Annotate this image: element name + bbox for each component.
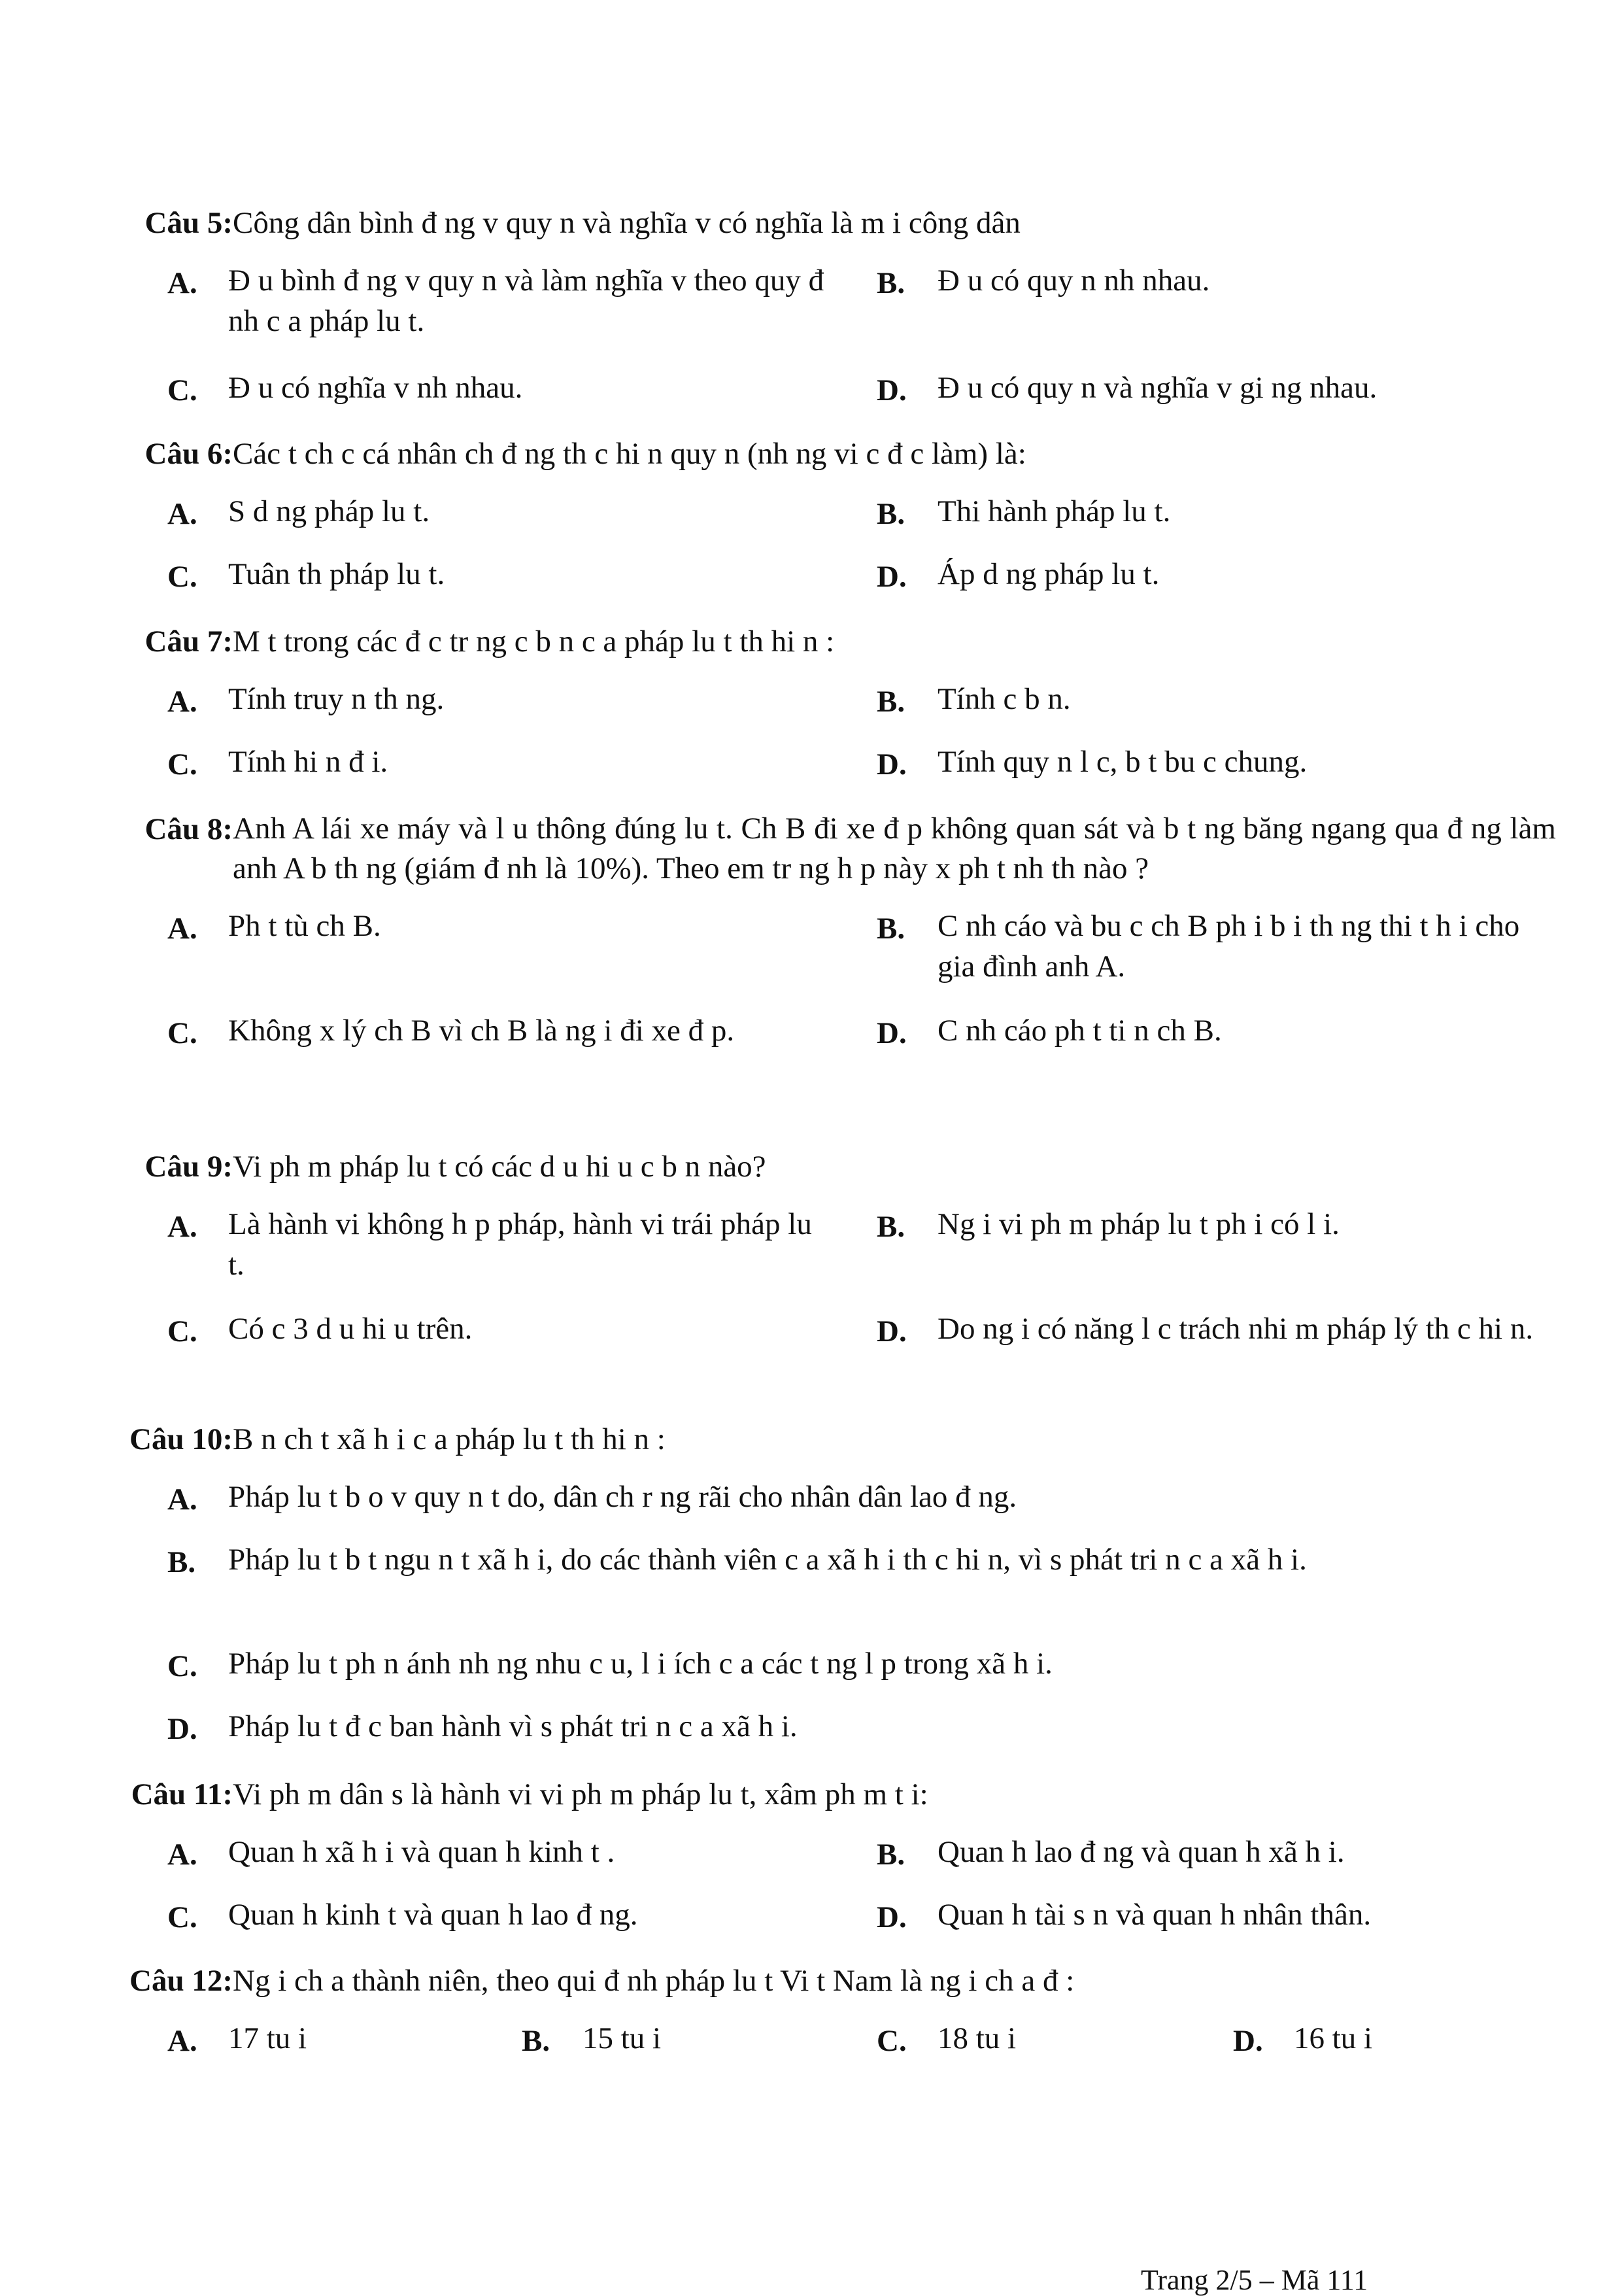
option-text: Không x lý ch B vì ch B là ng i đi xe đ p. [228, 1014, 735, 1048]
option-c [167, 1643, 1557, 1684]
option-text: 18 tu i [938, 2021, 1017, 2055]
question-label: Câu 10: [129, 1422, 233, 1456]
question-header [85, 1146, 1556, 1187]
option-label: C. [167, 373, 197, 407]
option-a [167, 1204, 828, 1285]
option-text: Là hành vi không h p pháp, hành vi trái pháp lu t. [228, 1207, 812, 1282]
option-text: Có c 3 d u hi u trên. [228, 1312, 473, 1346]
option-text: Thi hành pháp lu t. [938, 494, 1171, 528]
option-label: D. [877, 1016, 907, 1050]
option-text: Đ u có quy n và nghĩa v gi ng nhau. [938, 371, 1377, 405]
option-d [877, 742, 1557, 782]
options [85, 260, 1556, 411]
option-text: 16 tu i [1294, 2021, 1373, 2055]
option-label: A. [167, 497, 197, 531]
question-text: Anh A lái xe máy và l u thông đúng lu t. Ch B đi xe đ p không quan sát và b t ng băng ngang qua đ ng làm anh A b th ng (giám đ nh là 10%). Theo em tr ng h p này x ph t nh th nào ? [233, 812, 1556, 885]
option-label: A. [167, 1210, 197, 1244]
option-text: Đ u bình đ ng v quy n và làm nghĩa v theo quy đ nh c a pháp lu t. [228, 264, 824, 338]
option-c [167, 1309, 828, 1349]
option-text: Quan h kinh t và quan h lao đ ng. [228, 1898, 638, 1932]
option-c [167, 368, 828, 408]
question-header [85, 203, 1556, 243]
option-text: Pháp lu t b o v quy n t do, dân ch r ng rãi cho nhân dân lao đ ng. [228, 1480, 1017, 1514]
option-label: A. [167, 685, 197, 719]
option-d [1233, 2018, 1534, 2059]
option-label: D. [877, 560, 907, 594]
question-header [85, 1961, 1556, 2001]
option-d [877, 554, 1557, 594]
option-b [877, 260, 1557, 301]
option-label: D. [877, 1314, 907, 1348]
options [85, 1477, 1556, 1771]
option-c [167, 1894, 828, 1935]
option-label: C. [167, 747, 197, 781]
option-c [167, 742, 828, 782]
option-label: D. [877, 747, 907, 781]
option-a [167, 260, 828, 341]
question-text: Các t ch c cá nhân ch đ ng th c hi n quy n (nh ng vi c đ c làm) là: [233, 437, 1026, 471]
options [85, 679, 1556, 783]
option-label: B. [877, 497, 905, 531]
question-label: Câu 12: [129, 1964, 233, 1998]
question-label: Câu 6: [144, 437, 233, 471]
option-label: C. [167, 1016, 197, 1050]
option-label: A. [167, 266, 197, 300]
option-label: B. [167, 1545, 196, 1579]
option-text: Tính hi n đ i. [228, 745, 388, 779]
options [85, 906, 1556, 1095]
options [85, 1204, 1556, 1394]
option-b [877, 491, 1557, 532]
option-text: Pháp lu t ph n ánh nh ng nhu c u, l i ích c a các t ng l p trong xã h i. [228, 1647, 1053, 1681]
option-label: A. [167, 912, 197, 946]
option-label: B. [877, 912, 905, 946]
option-label: C. [167, 1900, 197, 1934]
option-b [877, 679, 1557, 719]
question-header [85, 809, 1556, 889]
question-label: Câu 8: [144, 812, 233, 846]
option-a [167, 2018, 468, 2059]
option-text: Pháp lu t b t ngu n t xã h i, do các thành viên c a xã h i th c hi n, vì s phát tri n c a xã h i. [228, 1543, 1307, 1577]
option-b [877, 906, 1557, 987]
option-c [877, 2018, 1177, 2059]
option-d [877, 1309, 1557, 1349]
question-label: Câu 11: [131, 1777, 233, 1811]
option-text: Do ng i có năng l c trách nhi m pháp lý th c hi n. [938, 1312, 1534, 1346]
page-footer: Trang 2/5 – Mã 111 [1141, 2264, 1368, 2296]
option-text: C nh cáo và bu c ch B ph i b i th ng thi t h i cho gia đình anh A. [938, 909, 1520, 984]
option-label: B. [877, 685, 905, 719]
options [85, 491, 1556, 596]
option-label: B. [877, 1210, 905, 1244]
option-text: Ph t tù ch B. [228, 909, 381, 943]
option-text: Đ u có quy n nh nhau. [938, 264, 1210, 298]
option-text: S d ng pháp lu t. [228, 494, 430, 528]
option-text: Quan h lao đ ng và quan h xã h i. [938, 1835, 1345, 1869]
question-text: M t trong các đ c tr ng c b n c a pháp lu t th hi n : [233, 625, 835, 659]
question-header [85, 1774, 1556, 1815]
option-text: Đ u có nghĩa v nh nhau. [228, 371, 523, 405]
option-d [877, 1894, 1557, 1935]
option-b [522, 2018, 822, 2059]
question-7 [85, 621, 1556, 783]
question-8 [85, 809, 1556, 1095]
option-text: 15 tu i [583, 2021, 662, 2055]
question-6 [85, 434, 1556, 596]
option-text: Quan h tài s n và quan h nhân thân. [938, 1898, 1372, 1932]
question-text: Ng i ch a thành niên, theo qui đ nh pháp lu t Vi t Nam là ng i ch a đ : [233, 1964, 1075, 1998]
option-a [167, 679, 828, 719]
option-label: A. [167, 1482, 197, 1516]
option-d [167, 1706, 1557, 1747]
option-label: C. [167, 1649, 197, 1683]
question-text: Vi ph m dân s là hành vi vi ph m pháp lu t, xâm ph m t i: [233, 1777, 928, 1811]
options [85, 1832, 1556, 1936]
question-9 [85, 1146, 1556, 1394]
option-label: D. [877, 1900, 907, 1934]
option-c [167, 1010, 828, 1051]
question-header [85, 434, 1556, 474]
option-a [167, 1477, 1557, 1517]
question-5 [85, 203, 1556, 411]
option-label: A. [167, 2024, 197, 2058]
option-label: D. [877, 373, 907, 407]
option-text: Tính quy n l c, b t bu c chung. [938, 745, 1308, 779]
option-label: C. [167, 560, 197, 594]
option-text: 17 tu i [228, 2021, 307, 2055]
question-11 [85, 1774, 1556, 1936]
option-label: C. [877, 2024, 907, 2058]
question-label: Câu 7: [144, 625, 233, 659]
option-a [167, 491, 828, 532]
option-d [877, 368, 1557, 408]
option-a [167, 906, 828, 946]
option-label: B. [877, 266, 905, 300]
option-text: Áp d ng pháp lu t. [938, 557, 1160, 591]
option-label: A. [167, 1838, 197, 1872]
option-label: B. [522, 2024, 550, 2058]
question-label: Câu 5: [144, 206, 233, 240]
option-text: Tính truy n th ng. [228, 682, 445, 716]
option-b [877, 1832, 1557, 1872]
question-text: Công dân bình đ ng v quy n và nghĩa v có nghĩa là m i công dân [233, 206, 1021, 240]
question-label: Câu 9: [144, 1150, 233, 1184]
option-d [877, 1010, 1557, 1051]
question-text: Vi ph m pháp lu t có các d u hi u c b n nào? [233, 1150, 766, 1184]
options [85, 2018, 1556, 2064]
option-c [167, 554, 828, 594]
option-label: C. [167, 1314, 197, 1348]
option-label: D. [167, 1712, 197, 1746]
option-b [167, 1539, 1557, 1580]
option-text: Quan h xã h i và quan h kinh t . [228, 1835, 615, 1869]
option-text: Pháp lu t đ c ban hành vì s phát tri n c a xã h i. [228, 1709, 798, 1743]
question-text: B n ch t xã h i c a pháp lu t th hi n : [233, 1422, 666, 1456]
question-header [85, 1419, 1556, 1460]
option-a [167, 1832, 828, 1872]
option-b [877, 1204, 1557, 1244]
option-text: C nh cáo ph t ti n ch B. [938, 1014, 1222, 1048]
question-header [85, 621, 1556, 662]
question-12 [85, 1961, 1556, 2064]
option-text: Tuân th pháp lu t. [228, 557, 445, 591]
option-text: Ng i vi ph m pháp lu t ph i có l i. [938, 1207, 1340, 1241]
option-label: B. [877, 1838, 905, 1872]
question-10 [85, 1419, 1556, 1771]
option-label: D. [1233, 2024, 1263, 2058]
option-text: Tính c b n. [938, 682, 1071, 716]
